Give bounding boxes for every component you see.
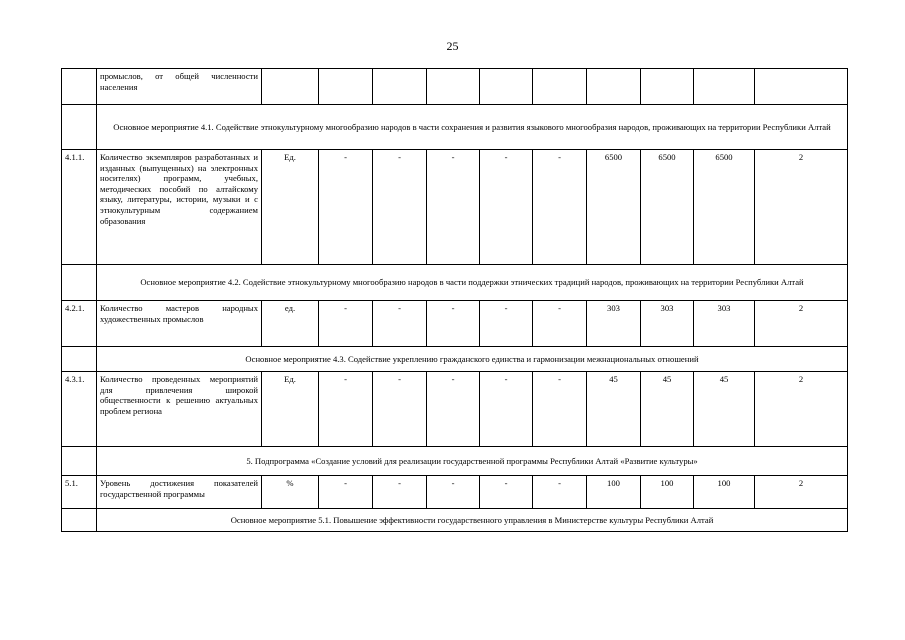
indicator-value: - <box>373 476 427 509</box>
indicator-value <box>755 69 848 105</box>
indicator-value: 2 <box>755 372 848 447</box>
indicator-row <box>62 301 848 347</box>
indicator-number <box>62 69 97 105</box>
empty-number-cell <box>62 265 97 301</box>
indicator-value: 2 <box>755 301 848 347</box>
indicator-value <box>373 69 427 105</box>
indicator-value: - <box>480 476 533 509</box>
page-number: 25 <box>446 39 459 53</box>
indicator-value <box>641 69 694 105</box>
indicator-value: - <box>533 150 587 265</box>
indicator-value <box>480 69 533 105</box>
indicator-value: - <box>319 476 373 509</box>
indicator-name: промыслов, от общей численности населения <box>97 69 262 105</box>
indicator-value: - <box>533 372 587 447</box>
indicator-value: 303 <box>587 301 641 347</box>
indicator-value: 45 <box>641 372 694 447</box>
indicator-value: - <box>373 150 427 265</box>
indicators-table <box>61 68 848 532</box>
indicator-name: Количество мастеров народных художественных промыслов <box>97 301 262 347</box>
indicator-value: 45 <box>587 372 641 447</box>
section-header-text: Основное мероприятие 4.1. Содействие этнокультурному многообразию народов в части сохранения и развития языкового многообразия народов, проживающих на территории Республики Алтай <box>97 105 848 150</box>
indicator-value: - <box>319 301 373 347</box>
indicator-value: 2 <box>755 150 848 265</box>
indicator-row <box>62 69 848 105</box>
indicator-value: - <box>373 301 427 347</box>
section-header-row <box>62 105 848 150</box>
indicator-value: - <box>373 372 427 447</box>
indicator-value: - <box>480 150 533 265</box>
empty-number-cell <box>62 105 97 150</box>
indicator-value: - <box>427 476 480 509</box>
section-header-row <box>62 447 848 476</box>
indicator-value: - <box>533 476 587 509</box>
indicator-value: - <box>427 301 480 347</box>
section-header-text: 5. Подпрограмма «Создание условий для реализации государственной программы Республики Алтай «Развитие культуры» <box>97 447 848 476</box>
indicator-number: 5.1. <box>62 476 97 509</box>
indicator-unit: Ед. <box>262 372 319 447</box>
table-body <box>62 69 848 532</box>
indicator-value: 100 <box>694 476 755 509</box>
indicator-value: 6500 <box>641 150 694 265</box>
indicator-value <box>694 69 755 105</box>
indicator-value: 303 <box>694 301 755 347</box>
indicator-unit <box>262 69 319 105</box>
indicator-number: 4.2.1. <box>62 301 97 347</box>
indicator-value: - <box>480 301 533 347</box>
indicator-row <box>62 372 848 447</box>
indicator-value: 6500 <box>694 150 755 265</box>
indicator-value <box>533 69 587 105</box>
indicator-value <box>319 69 373 105</box>
indicator-value: - <box>480 372 533 447</box>
indicator-number: 4.3.1. <box>62 372 97 447</box>
indicator-value: 100 <box>641 476 694 509</box>
empty-number-cell <box>62 447 97 476</box>
indicator-value: - <box>319 372 373 447</box>
indicator-value <box>427 69 480 105</box>
section-header-text: Основное мероприятие 4.2. Содействие этнокультурному многообразию народов в части поддержки этнических традиций народов, проживающих на территории Республики Алтай <box>97 265 848 301</box>
indicator-unit: % <box>262 476 319 509</box>
empty-number-cell <box>62 347 97 372</box>
indicator-value <box>587 69 641 105</box>
indicator-name: Уровень достижения показателей государственной программы <box>97 476 262 509</box>
indicator-row <box>62 476 848 509</box>
empty-number-cell <box>62 509 97 532</box>
indicator-value: - <box>319 150 373 265</box>
indicator-unit: ед. <box>262 301 319 347</box>
section-header-row <box>62 509 848 532</box>
indicator-name: Количество экземпляров разработанных и изданных (выпущенных) на электронных носителях) программ, учебных, методических пособий по алтайскому языку, литературы, истории, музыки и с этнокультурным содержанием образования <box>97 150 262 265</box>
indicator-value: 303 <box>641 301 694 347</box>
indicator-value: 45 <box>694 372 755 447</box>
section-header-text: Основное мероприятие 4.3. Содействие укреплению гражданского единства и гармонизации межнациональных отношений <box>97 347 848 372</box>
indicator-row <box>62 150 848 265</box>
section-header-row <box>62 347 848 372</box>
indicator-value: - <box>533 301 587 347</box>
indicator-name: Количество проведенных мероприятий для привлечения широкой общественности к решению актуальных проблем региона <box>97 372 262 447</box>
indicator-value: - <box>427 372 480 447</box>
section-header-text: Основное мероприятие 5.1. Повышение эффективности государственного управления в Министерстве культуры Республики Алтай <box>97 509 848 532</box>
section-header-row <box>62 265 848 301</box>
indicator-value: - <box>427 150 480 265</box>
indicator-value: 6500 <box>587 150 641 265</box>
indicator-value: 2 <box>755 476 848 509</box>
indicator-value: 100 <box>587 476 641 509</box>
indicator-unit: Ед. <box>262 150 319 265</box>
indicator-number: 4.1.1. <box>62 150 97 265</box>
